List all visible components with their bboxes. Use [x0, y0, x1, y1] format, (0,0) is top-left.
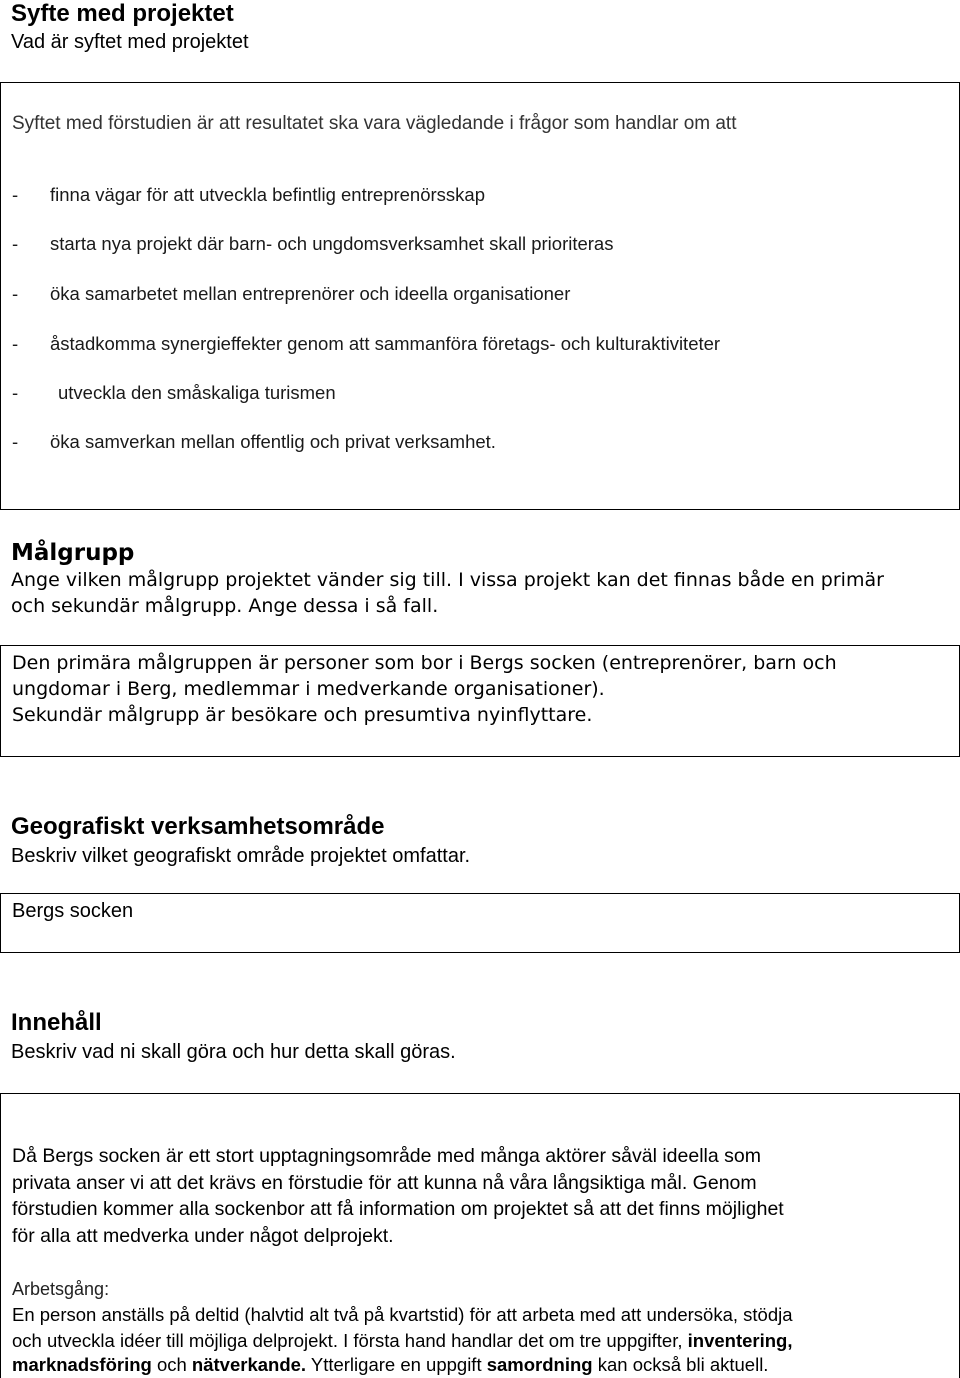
innehall-para-line: privata anser vi att det krävs en förstudie för att kunna nå våra långsiktiga mål. Genom — [12, 1172, 757, 1194]
malgrupp-answer-box — [0, 645, 960, 757]
geografi-answer: Bergs socken — [12, 900, 134, 922]
syfte-answer-box — [0, 82, 960, 510]
syfte-heading: Syfte med projektet — [11, 0, 234, 27]
innehall-heading: Innehåll — [11, 1009, 102, 1036]
emphasis-inventering: inventering, — [687, 1330, 793, 1351]
malgrupp-answer-1: Den primära målgruppen är personer som bor i Bergs socken (entreprenörer, barn och — [12, 652, 837, 674]
geografi-answer-box — [0, 893, 960, 953]
malgrupp-answer-2: ungdomar i Berg, medlemmar i medverkande organisationer). — [12, 678, 605, 700]
innehall-para-line: Då Bergs socken är ett stort upptagningsområde med många aktörer såväl ideella som — [12, 1145, 761, 1167]
malgrupp-instruction-1: Ange vilken målgrupp projektet vänder sig till. I vissa projekt kan det finnas både en primär — [11, 569, 884, 591]
arbetsgang-line-2-text: och utveckla idéer till möjliga delprojekt. I första hand handlar det om tre uppgifter, — [12, 1330, 688, 1351]
arbetsgang-line-3 — [12, 1352, 768, 1378]
malgrupp-instruction-2: och sekundär målgrupp. Ange dessa i så fall. — [11, 595, 439, 617]
malgrupp-answer-3: Sekundär målgrupp är besökare och presumtiva nyinflyttare. — [12, 704, 593, 726]
arbetsgang-line-3-text: Ytterligare en uppgift — [306, 1354, 487, 1375]
arbetsgang-line-3-end: kan också bli aktuell. — [592, 1354, 769, 1375]
emphasis-samordning: samordning — [486, 1354, 593, 1375]
syfte-list: - finna vägar för att utveckla befintlig entreprenörsskap - starta nya projekt där barn- och ungdomsverksamhet skall prioriteras - öka samarbetet mellan entreprenörer och ideella organisationer - åstadkomma synergieffekter genom att sammanföra företags- och kulturaktiviteter - utveckla den småskaliga turismen - öka samverkan mellan offentlig och privat verksamhet. — [12, 184, 721, 452]
malgrupp-heading: Målgrupp — [11, 540, 135, 566]
innehall-para-line: för alla att medverka under något delprojekt. — [12, 1225, 394, 1247]
innehall-instruction: Beskriv vad ni skall göra och hur detta skall göras. — [11, 1041, 456, 1063]
syfte-subheading: Vad är syftet med projektet — [11, 31, 249, 53]
geografi-heading: Geografiskt verksamhetsområde — [11, 813, 385, 840]
innehall-answer-box — [0, 1093, 960, 1378]
emphasis-natverkande: nätverkande. — [191, 1354, 307, 1375]
geografi-instruction: Beskriv vilket geografiskt område projektet omfattar. — [11, 845, 471, 867]
emphasis-marknadsforing: marknadsföring — [12, 1354, 152, 1375]
innehall-para-line: förstudien kommer alla sockenbor att få information om projektet så att det finns möjlighet — [12, 1198, 784, 1220]
arbetsgang-line-1: En person anställs på deltid (halvtid alt två på kvartstid) för att arbeta med att undersöka, stödja — [12, 1304, 793, 1325]
syfte-intro: Syftet med förstudien är att resultatet ska vara vägledande i frågor som handlar om att — [12, 113, 737, 134]
arbetsgang-connector: och — [151, 1354, 192, 1375]
arbetsgang-label: Arbetsgång: — [12, 1279, 110, 1299]
arbetsgang-line-2 — [12, 1328, 792, 1354]
